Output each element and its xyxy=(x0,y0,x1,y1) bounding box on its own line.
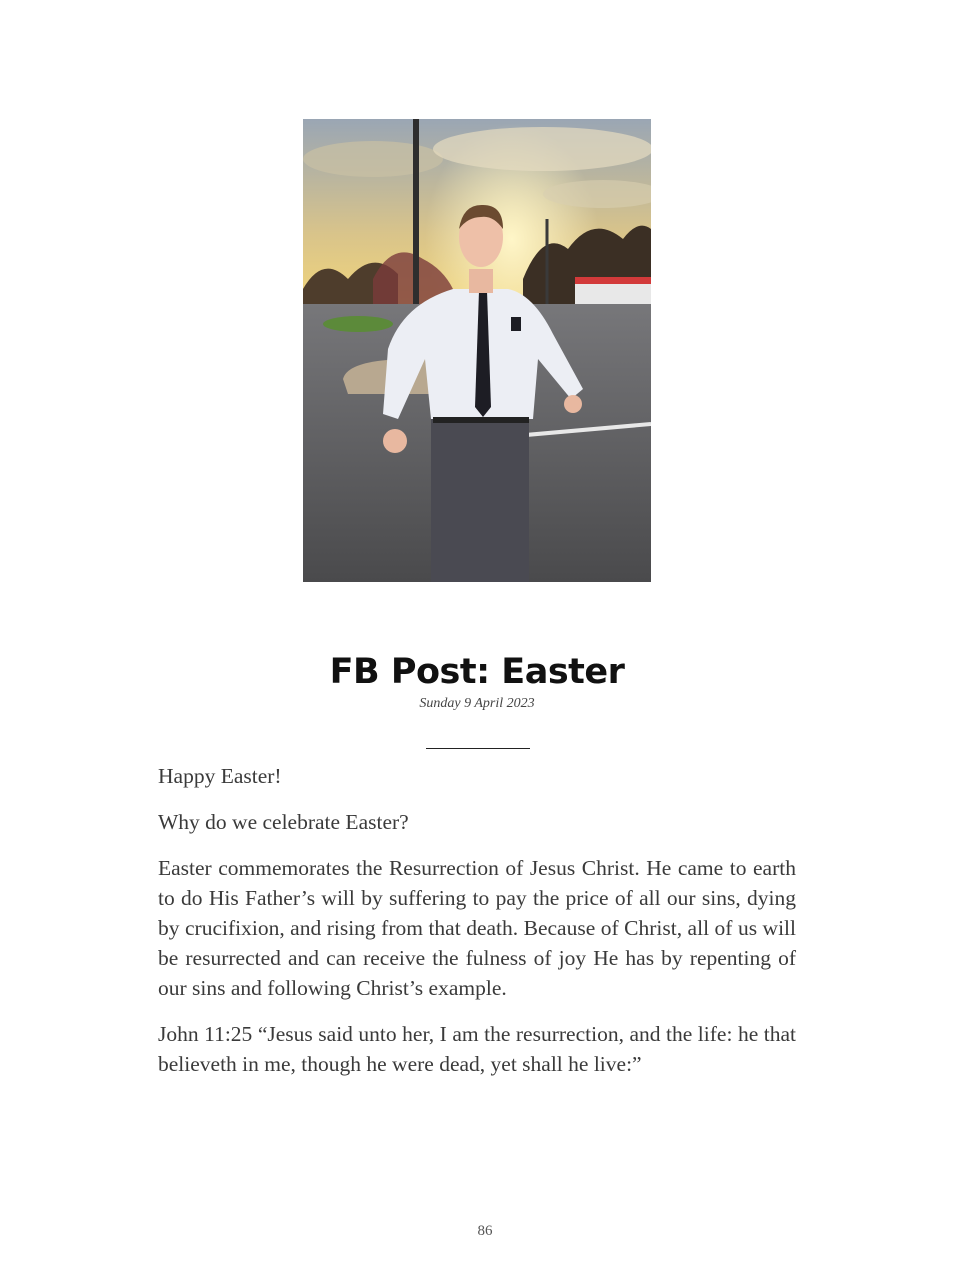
page-number: 86 xyxy=(477,1223,493,1239)
article-photo xyxy=(303,119,651,582)
post-title: FB Post: Easter xyxy=(329,652,625,692)
paragraph-scripture: John 11:25 “Jesus said unto her, I am the resurrection, and the life: he that believeth in me, though he were dead, yet shall he live:” xyxy=(158,1022,796,1076)
paragraph-question: Why do we celebrate Easter? xyxy=(158,810,409,834)
title-divider xyxy=(426,748,530,749)
post-date: Sunday 9 April 2023 xyxy=(419,696,535,711)
post-body xyxy=(158,761,796,1095)
paragraph-explanation: Easter commemorates the Resurrection of Jesus Christ. He came to earth to do His Father’s will by suffering to pay the price of all our sins, dying by crucifixion, and rising from that death. Because of Christ, all of us will be resurrected and can receive the fulness of joy He has by repenting of our sins and following Christ’s example. xyxy=(158,856,796,1000)
paragraph-greeting: Happy Easter! xyxy=(158,764,282,788)
